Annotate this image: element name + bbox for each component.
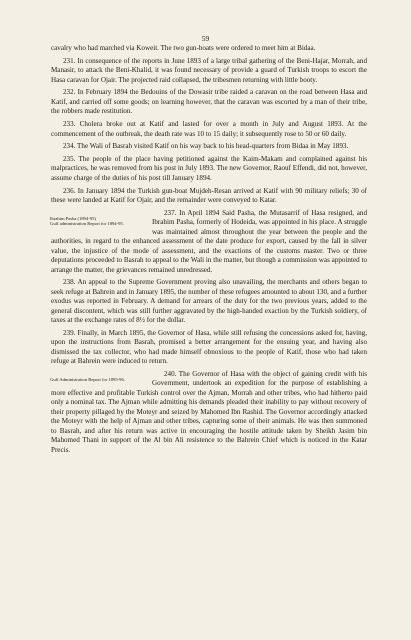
paragraph: 232. In February 1894 the Bedouins of the Dowasir tribe raided a caravan on the road between Hasa and Katif, and carried off some goods; on learning however, that the caravan was escorted by a man of their tribe, the robbers made restitution. xyxy=(51,88,367,116)
paragraph: 231. In consequence of the reports in June 1893 of a large tribal gathering of the Beni-Hajar, Morrah, and Manasir, to attack the Beni-Khalid, it was found necessary of provide a guard of Turkish troops to escort the Hasa caravan for Ojair. The projected raid collapsed, the tribesmen returning with little booty. xyxy=(51,56,367,84)
paragraph: 235. The people of the place having petitioned against the Kaim-Makam and complained against his malpractices, he was removed from his post in July 1893. The new Governor, Raouf Effendi, did not, however, assume charge of the duties of his post till January 1894. xyxy=(51,155,367,182)
paragraph: 239. Finally, in March 1895, the Governor of Hasa, while still refusing the concessions asked for, having, upon the instructions from Basrah, promised a better arrangement for the ensuing year, and having also dismissed the tax collector, who had made himself obnoxious to the people of Katif, those who had taken refuge at Bahrein were induced to return. xyxy=(51,328,367,366)
side-note-line: Gulf administration Report for 1894-95. xyxy=(50,221,124,227)
paragraph: cavalry who had marched via Koweit. The two gun-boats were ordered to meet him at Bidaa. xyxy=(51,44,316,52)
page-number: 59 xyxy=(201,34,210,43)
paragraph-text: 240. The Governor of Hasa with the object of gaining credit with his Government, undertook an expedition for the purpose of establishing a more effective and profitable Turkish control over the Ajman, Morrah and other tribes, who had hitherto paid only a nominal tax. The Ajman while admitting his demands pleaded their inability to pay without recovery of their property pillaged by the Moteyr and seized by Mahomed Ibn Rashid. The Governor accordingly attacked the Moteyr with the help of Ajman and other tribes, capturing some of their animals. He was then summoned to Basrah, and after his return was active in encouraging the hostile attitude taken by Sheikh Jasim bin Mahomed Thani in support of the Al bin Ali resistence to the Bahrein Chief which is noticed in the Katar Precis. xyxy=(51,370,367,454)
side-note-line: Ibrahim Pasha (1894-95) xyxy=(50,215,96,221)
paragraph-with-side-note xyxy=(51,370,367,455)
paragraph: 234. The Wali of Basrah visited Katif on his way back to his head-quarters from Bidaa in May 1893. xyxy=(63,142,349,151)
paragraph: 238. An appeal to the Supreme Government proving also unavailing, the merchants and others began to seek refuge at Bahrein and in January 1895, the number of these refugees amounted to about 130, and a further exodus was reported in February. A demand for arrears of the duty for the two previous years, added to the general discontent, which was still further aggravated by the high-handed exaction by the Turkish soldiery, of taxes at the exchange rates of 8½ for the dollar. xyxy=(51,278,367,325)
paragraph: 236. In January 1894 the Turkish gun-boat Mujdeh-Resan arrived at Katif with 90 military reliefs; 30 of these were landed at Katif for Ojair, and the remainder were conveyed to Katar. xyxy=(51,186,367,205)
paragraph: 233. Cholera broke out at Katif and lasted for over a month in July and August 1893. At the commencement of the outbreak, the death rate was 10 to 15 daily; it subsequently rose to 50 or 60 daily. xyxy=(51,120,367,138)
paragraph-with-side-note xyxy=(51,209,367,275)
side-note-line: Gulf Administration Report for 1895-96. xyxy=(50,377,125,383)
paragraph-text: 237. In April 1894 Said Pasha, the Mutasarrif of Hasa resigned, and Ibrahim Pasha, formerly of Hodeida, was appointed in his place. A struggle was maintained almost throughout the year between the people and the authorities, in regard to the enhanced assessment of the date produce for export, caused by the fall in silver value, the injustice of the mode of assessment, and the exactions of the customs master. Two or three deputations proceeded to Basrah to appeal to the Wali in the matter, but though a commission was appointed to arrange the matter, the grievances remained unredressed. xyxy=(51,208,367,274)
side-note xyxy=(50,377,144,382)
document-body xyxy=(51,44,367,458)
side-note xyxy=(50,216,144,227)
